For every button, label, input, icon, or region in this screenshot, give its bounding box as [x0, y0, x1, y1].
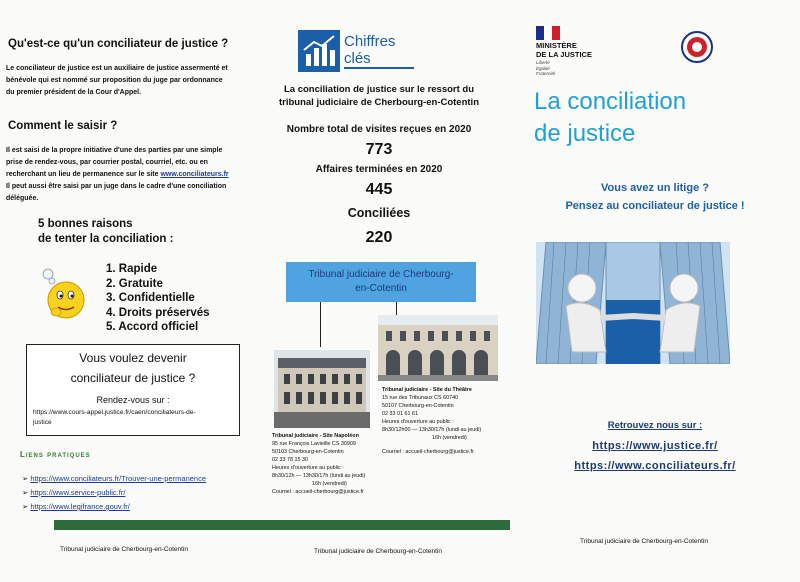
site1-city: 50103 Cherbourg-en-Cotentin: [272, 449, 344, 455]
site-napoleon-info: [272, 432, 382, 496]
question-text-3: du premier président de la Cour d'Appel.: [6, 89, 142, 96]
raison-item: 2. Gratuite: [106, 277, 163, 290]
stat-visites-value: 773: [365, 141, 393, 158]
site1-address: 95 rue François Lavieille CS 30909: [272, 441, 356, 447]
devise-egalite: Égalité: [536, 65, 550, 71]
saisir-title: Comment le saisir ?: [8, 120, 118, 132]
site-theatre-photo: [378, 315, 498, 381]
site2-address: 15 rue des Tribunaux CS 60740: [382, 395, 459, 401]
conciliateurs-site-link[interactable]: https://www.conciliateurs.fr/: [574, 460, 736, 472]
saisir-text-5: déléguée.: [6, 195, 39, 202]
banner-line-1: Tribunal judiciaire de Cherbourg-: [308, 269, 454, 280]
main-title-line-1: La conciliation: [534, 88, 687, 115]
tribunal-banner: [286, 262, 476, 302]
mid-heading-1: La conciliation de justice sur le ressort du: [283, 84, 475, 95]
site1-hours-label: Heures d'ouverture au public :: [272, 465, 344, 471]
marianne-logo-icon: [536, 26, 560, 40]
conciliateurs-seal-icon: [680, 30, 714, 64]
ministere-line-2: DE LA JUSTICE: [536, 49, 592, 59]
question-title: Qu'est-ce qu'un conciliateur de justice ?: [8, 38, 229, 50]
ministere-line-1: MINISTÈRE: [536, 41, 577, 50]
logo-line-1: Chiffres: [344, 33, 396, 50]
retrouvez-label: Retrouvez nous sur :: [607, 420, 703, 431]
site2-hours: 8h30/12h00 — 13h30/17h (lundi au jeudi): [382, 427, 482, 433]
main-title-line-2: de justice: [534, 120, 636, 147]
devenir-title-2: conciliateur de justice ?: [70, 371, 196, 385]
raisons-list: [106, 262, 210, 335]
site2-hours-label: Heures d'ouverture au public :: [382, 419, 454, 425]
site1-hours: 8h30/12h — 13h30/17h (lundi au jeudi): [272, 473, 366, 479]
liens-title: Liens pratiques: [20, 450, 91, 459]
stat-visites-label: Nombre total de visites reçues en 2020: [286, 124, 472, 135]
devenir-title-1: Vous voulez devenir: [79, 351, 187, 365]
connector-line: [396, 302, 397, 316]
logo-underline: [344, 67, 414, 69]
litige-cta: Pensez au conciliateur de justice !: [565, 200, 745, 212]
lien-conciliateurs-link[interactable]: https://www.conciliateurs.fr/Trouver-une-permanence: [30, 474, 207, 483]
raison-item: 4. Droits préservés: [106, 306, 210, 319]
saisir-text-1: Il est saisi de la propre initiative d'une des parties par une simple: [6, 147, 223, 154]
site-napoleon-photo: [274, 350, 370, 428]
devise-liberte: Liberté: [536, 60, 550, 65]
raison-item: 1. Rapide: [106, 263, 158, 275]
raisons-title-1: 5 bonnes raisons: [38, 218, 133, 230]
right-footer: Tribunal judiciaire de Cherbourg-en-Cotentin: [580, 538, 709, 545]
conciliateurs-link[interactable]: www.conciliateurs.fr: [160, 171, 229, 178]
devise: [536, 60, 555, 77]
handshake-illustration: [536, 242, 730, 364]
raison-item: 5. Accord officiel: [106, 321, 199, 333]
devise-fraternite: Fraternité: [536, 71, 556, 76]
lien-item: [22, 488, 125, 497]
site1-phone: 02 33 78 15 30: [272, 457, 308, 463]
banner-line-2: en-Cotentin: [355, 283, 407, 294]
cours-appel-link[interactable]: https://www.cours-appel.justice.fr/caen/conciliateurs-de-: [33, 409, 196, 416]
lien-legifrance-link[interactable]: https://www.legifrance.gouv.fr/: [30, 502, 130, 511]
right-panel: [510, 0, 800, 582]
question-text-1: Le conciliateur de justice est un auxiliaire de justice assermenté et: [6, 65, 228, 72]
main-title: [534, 86, 686, 150]
rdv-label: Rendez-vous sur :: [96, 395, 170, 405]
mid-heading-2: tribunal judiciaire de Cherbourg-en-Cotentin: [278, 97, 480, 108]
logo-line-2: clés: [344, 50, 371, 67]
lien-service-public-link[interactable]: https://www.service-public.fr/: [30, 488, 126, 497]
left-footer: Tribunal judiciaire de Cherbourg-en-Cotentin: [60, 546, 189, 553]
smiley-thinking-icon: [36, 266, 92, 322]
arrow-icon: ➢: [22, 488, 31, 497]
site2-phone: 02 33 01 61 61: [382, 411, 418, 417]
litige-question: Vous avez un litige ?: [601, 182, 709, 194]
devenir-box: [26, 344, 240, 436]
lien-item: [22, 502, 130, 511]
chiffres-cles-logo-icon: [298, 30, 340, 72]
saisir-text-2: prise de rendez-vous, par courrier postal, courriel, etc. ou en: [6, 159, 208, 166]
saisir-text-3: [6, 169, 229, 182]
ministere-label: [536, 42, 592, 59]
stat-affaires-label: Affaires terminées en 2020: [315, 164, 443, 175]
stat-conciliees-label: Conciliées: [347, 206, 411, 220]
site2-name: Tribunal judiciaire - Site du Théâtre: [382, 387, 472, 393]
connector-line: [320, 302, 321, 347]
justice-link[interactable]: https://www.justice.fr/: [592, 440, 718, 452]
question-text-2: bénévole qui est nommé sur proposition du juge par ordonnance: [6, 77, 223, 84]
stat-conciliees-value: 220: [365, 229, 393, 246]
stat-affaires-value: 445: [365, 181, 393, 198]
site2-email[interactable]: Courriel : accueil-cherbourg@justice.fr: [382, 449, 474, 455]
arrow-icon: ➢: [22, 502, 31, 511]
site1-name: Tribunal judiciaire - Site Napoléon: [272, 433, 359, 439]
saisir-text-4: Il peut aussi être saisi par un juge dans le cadre d'une conciliation: [6, 183, 227, 190]
raisons-title-2: de tenter la conciliation :: [38, 233, 174, 245]
saisir-text-3a: recherchant un lieu de permanence sur le site: [6, 171, 161, 178]
cours-appel-link-2: justice: [33, 419, 52, 426]
site-theatre-info: [382, 386, 502, 456]
site2-city: 50107 Cherbourg-en-Cotentin: [382, 403, 454, 409]
site1-email[interactable]: Courriel : accueil-cherbourg@justice.fr: [272, 489, 364, 495]
chiffres-cles-title: [344, 33, 395, 67]
mid-footer: Tribunal judiciaire de Cherbourg-en-Cotentin: [314, 548, 443, 555]
left-panel: [0, 0, 248, 582]
middle-panel: [248, 0, 510, 582]
lien-item: [22, 474, 206, 483]
arrow-icon: ➢: [22, 474, 31, 483]
raison-item: 3. Confidentielle: [106, 292, 195, 304]
site2-hours-friday: 16h (vendredi): [432, 435, 467, 441]
site1-hours-friday: 16h (vendredi): [312, 481, 347, 487]
